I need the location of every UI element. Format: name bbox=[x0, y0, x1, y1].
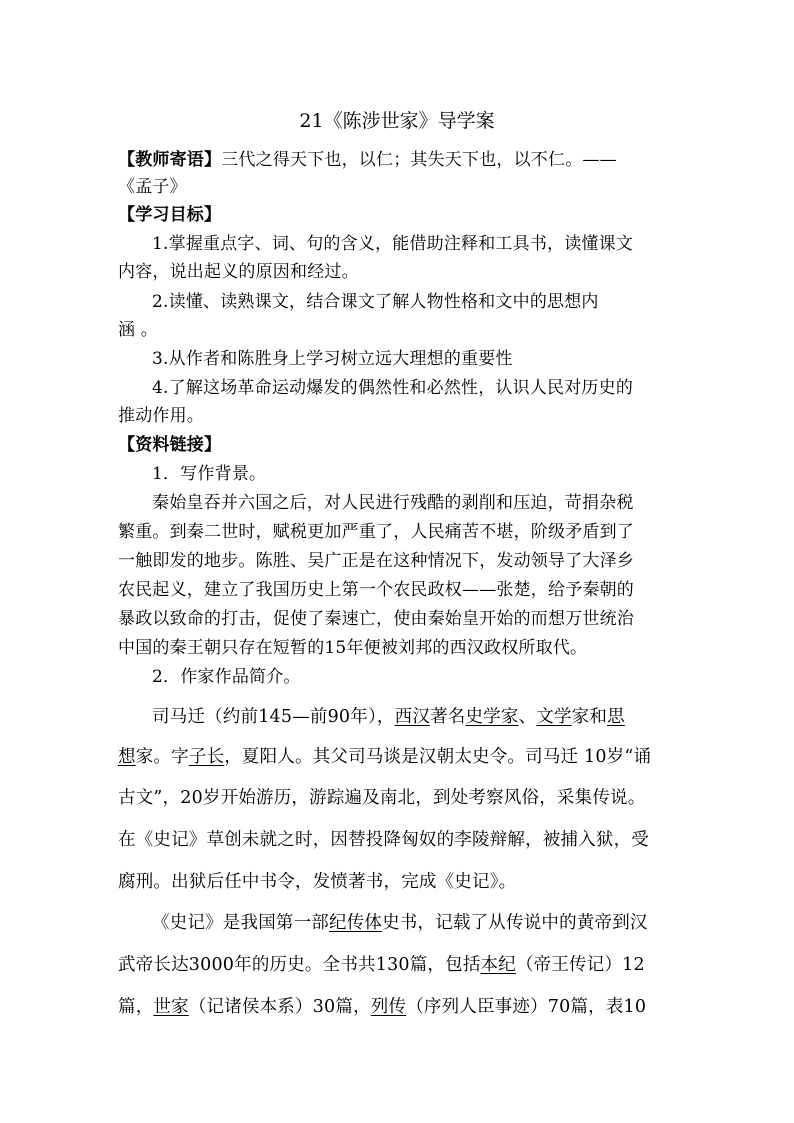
text-run: 著名 bbox=[430, 707, 466, 727]
motto-text: 三代之得天下也，以仁；其失天下也，以不仁。—— bbox=[221, 150, 617, 170]
text-run: 史书，记载了从传说中的黄帝到汉 bbox=[382, 913, 648, 933]
section-label-author: 2．作家作品简介。 bbox=[152, 667, 301, 687]
background-line: 农民起义，建立了我国历史上第一个农民政权——张楚，给予秦朝的 bbox=[118, 580, 634, 600]
text-run: 武帝长达3000年的历史。全书共130篇，包括 bbox=[118, 955, 481, 975]
underlined-term: 纪传体 bbox=[329, 913, 383, 933]
text-run: 家。字 bbox=[135, 747, 189, 767]
text-run: （记诸侯本系）30篇， bbox=[188, 997, 371, 1017]
background-line: 中国的秦王朝只存在短暂的15年便被刘邦的西汉政权所取代。 bbox=[118, 638, 588, 658]
objective-line: 2.读懂、读熟课文，结合课文了解人物性格和文中的思想内 bbox=[152, 292, 599, 312]
underlined-term: 文学 bbox=[536, 707, 572, 727]
objective-line: 内容，说出起义的原因和经过。 bbox=[118, 262, 359, 282]
objective-line: 推动作用。 bbox=[118, 406, 204, 426]
resources-heading: 【资料链接】 bbox=[118, 435, 222, 455]
shiji-line bbox=[118, 953, 645, 977]
underlined-term: 子长 bbox=[188, 747, 225, 767]
motto-source: 《孟子》 bbox=[118, 177, 187, 197]
background-line: 繁重。到秦二世时，赋税更加严重了，人民痛苦不堪，阶级矛盾到了 bbox=[118, 522, 634, 542]
objective-line: 1.掌握重点字、词、句的含义，能借助注释和工具书，读懂课文 bbox=[152, 234, 634, 254]
text-run: （帝王传记）12 bbox=[515, 955, 645, 975]
author-line: 古文”，20岁开始游历，游踪遍及南北，到处考察风俗，采集传说。 bbox=[118, 788, 646, 808]
motto-heading: 【教师寄语】 bbox=[118, 150, 222, 170]
underlined-term: 西汉 bbox=[394, 707, 431, 727]
section-label-background: 1．写作背景。 bbox=[152, 464, 267, 484]
objective-line: 涵 。 bbox=[118, 320, 159, 340]
underlined-term: 世家 bbox=[153, 997, 189, 1017]
text-run: ，夏阳人。其父司马谈是汉朝太史令。司马迁 10岁“诵 bbox=[224, 747, 652, 767]
background-line: 暴政以致命的打击，促使了秦速亡，使由秦始皇开始的而想万世统治 bbox=[118, 609, 634, 629]
underlined-term: 史学家 bbox=[465, 707, 519, 727]
objective-line: 4.了解这场革命运动爆发的偶然性和必然性，认识人民对历史的 bbox=[152, 378, 634, 398]
text-run: 家和 bbox=[571, 707, 608, 727]
objective-line: 3.从作者和陈胜身上学习树立远大理想的重要性 bbox=[152, 349, 513, 369]
author-line: 在《史记》草创未就之时，因替投降匈奴的李陵辩解，被捕入狱，受 bbox=[118, 830, 649, 850]
shiji-line bbox=[118, 995, 646, 1019]
objectives-heading: 【学习目标】 bbox=[118, 205, 222, 225]
motto-line-1 bbox=[118, 148, 617, 172]
author-line: 腐刑。出狱后任中书令，发愤著书，完成《史记》。 bbox=[118, 872, 517, 892]
text-run: 《史记》是我国第一部 bbox=[152, 913, 329, 933]
text-run: （序列人臣事迹）70篇，表10 bbox=[406, 997, 647, 1017]
underlined-term: 本纪 bbox=[480, 955, 516, 975]
author-line bbox=[118, 745, 651, 769]
text-run: 司马迁（约前145—前90年）， bbox=[152, 707, 395, 727]
underlined-term: 列传 bbox=[370, 997, 407, 1017]
text-run: 篇， bbox=[118, 997, 154, 1017]
underlined-term: 想 bbox=[118, 747, 136, 767]
background-line: 秦始皇吞并六国之后，对人民进行残酷的剥削和压迫，苛捐杂税 bbox=[152, 493, 634, 513]
text-run: 、 bbox=[518, 707, 537, 727]
underlined-term: 思 bbox=[607, 707, 625, 727]
author-line bbox=[152, 705, 625, 729]
shiji-line bbox=[152, 911, 648, 935]
background-line: 一触即发的地步。陈胜、吴广正是在这种情况下，发动领导了大泽乡 bbox=[118, 551, 634, 571]
page-title: 21《陈涉世家》导学案 bbox=[299, 110, 495, 132]
